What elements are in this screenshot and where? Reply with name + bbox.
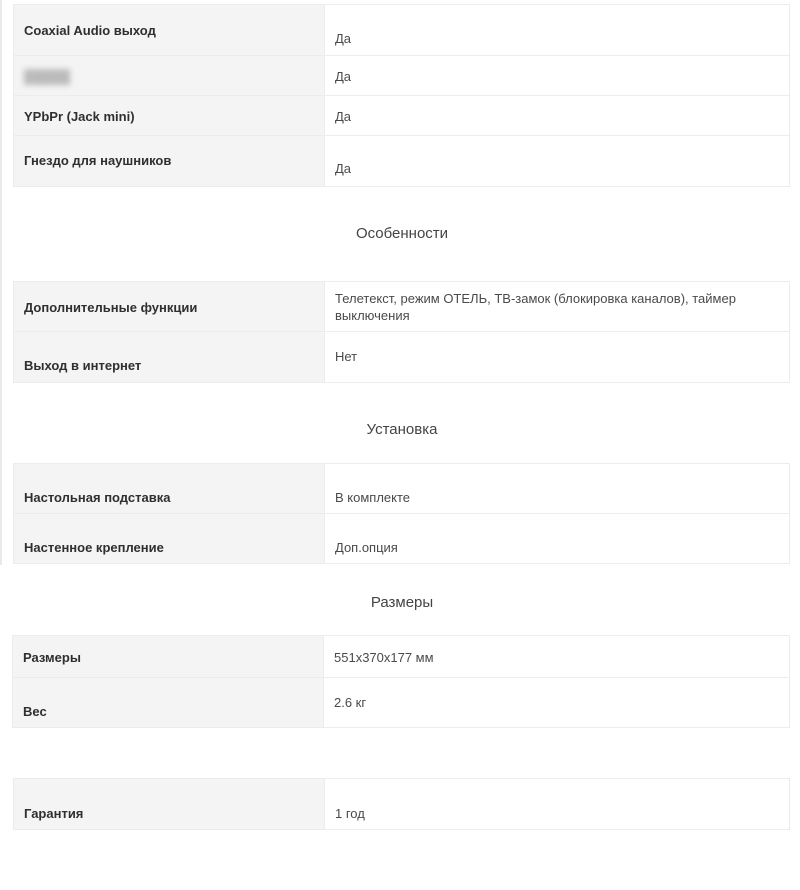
spec-value-cell <box>325 5 790 56</box>
spec-label-cell <box>13 636 324 678</box>
spec-label: YPbPr (Jack mini) <box>24 109 135 124</box>
spec-label-cell <box>14 282 325 332</box>
connectors-table <box>13 4 790 187</box>
spec-label-cell <box>14 779 325 830</box>
spec-value-cell <box>325 282 790 332</box>
spec-label: Размеры <box>23 650 81 665</box>
spec-value: Да <box>335 161 352 176</box>
spec-label-cell <box>14 332 325 383</box>
spec-label-obscured <box>14 56 324 85</box>
spec-label: Дополнительные функции <box>24 300 198 315</box>
spec-value-cell <box>325 514 790 564</box>
spec-label: Настольная подставка <box>24 490 171 505</box>
spec-label-cell <box>14 464 325 514</box>
spec-value: Нет <box>335 349 358 364</box>
section-title-features: Особенности <box>355 225 449 242</box>
spec-value: 551x370x177 мм <box>334 650 434 665</box>
spec-label: Выход в интернет <box>24 358 142 373</box>
spec-label: Гарантия <box>24 806 84 821</box>
spec-value: Да <box>335 109 352 124</box>
left-edge-line <box>0 0 2 565</box>
table-row <box>14 514 790 564</box>
spec-value-cell <box>325 779 790 830</box>
spec-value: 1 год <box>335 806 365 821</box>
spec-value-cell <box>325 464 790 514</box>
spec-value-cell <box>325 96 790 136</box>
features-table <box>13 281 790 383</box>
spec-label-cell <box>14 5 325 56</box>
spec-value: Да <box>335 31 352 46</box>
table-row <box>14 779 790 830</box>
spec-label-cell <box>14 96 325 136</box>
spec-label: Вес <box>23 704 47 719</box>
spec-value-cell <box>324 678 790 728</box>
spec-value-cell <box>324 636 790 678</box>
spec-value-cell <box>325 136 790 187</box>
spec-value-cell <box>325 56 790 96</box>
warranty-table <box>13 778 790 830</box>
spec-value-cell <box>325 332 790 383</box>
spec-value: 2.6 кг <box>334 695 367 710</box>
spec-value: Доп.опция <box>335 540 398 555</box>
table-row <box>14 332 790 383</box>
table-row <box>13 636 790 678</box>
spec-label-cell <box>13 678 324 728</box>
section-title-installation: Установка <box>366 421 438 438</box>
table-row <box>13 678 790 728</box>
spec-label-cell <box>14 56 325 96</box>
table-row <box>14 282 790 332</box>
table-row <box>14 464 790 514</box>
spec-label: Гнездо для наушников <box>24 153 172 168</box>
spec-label-cell <box>14 136 325 187</box>
dimensions-table <box>12 635 790 728</box>
spec-label: Coaxial Audio выход <box>24 23 156 38</box>
spec-label: Настенное крепление <box>24 540 164 555</box>
spec-value: В комплекте <box>335 490 411 505</box>
spec-label-cell <box>14 514 325 564</box>
spec-value: Да <box>335 69 352 84</box>
section-title-dimensions: Размеры <box>370 594 434 611</box>
blurred-text: █████ <box>24 69 71 84</box>
spec-value: Телетекст, режим ОТЕЛЬ, ТВ-замок (блокировка каналов), таймер выключения <box>335 291 736 323</box>
installation-table <box>13 463 790 564</box>
table-row <box>14 136 790 187</box>
table-row <box>14 96 790 136</box>
table-row <box>14 56 790 96</box>
table-row <box>14 5 790 56</box>
